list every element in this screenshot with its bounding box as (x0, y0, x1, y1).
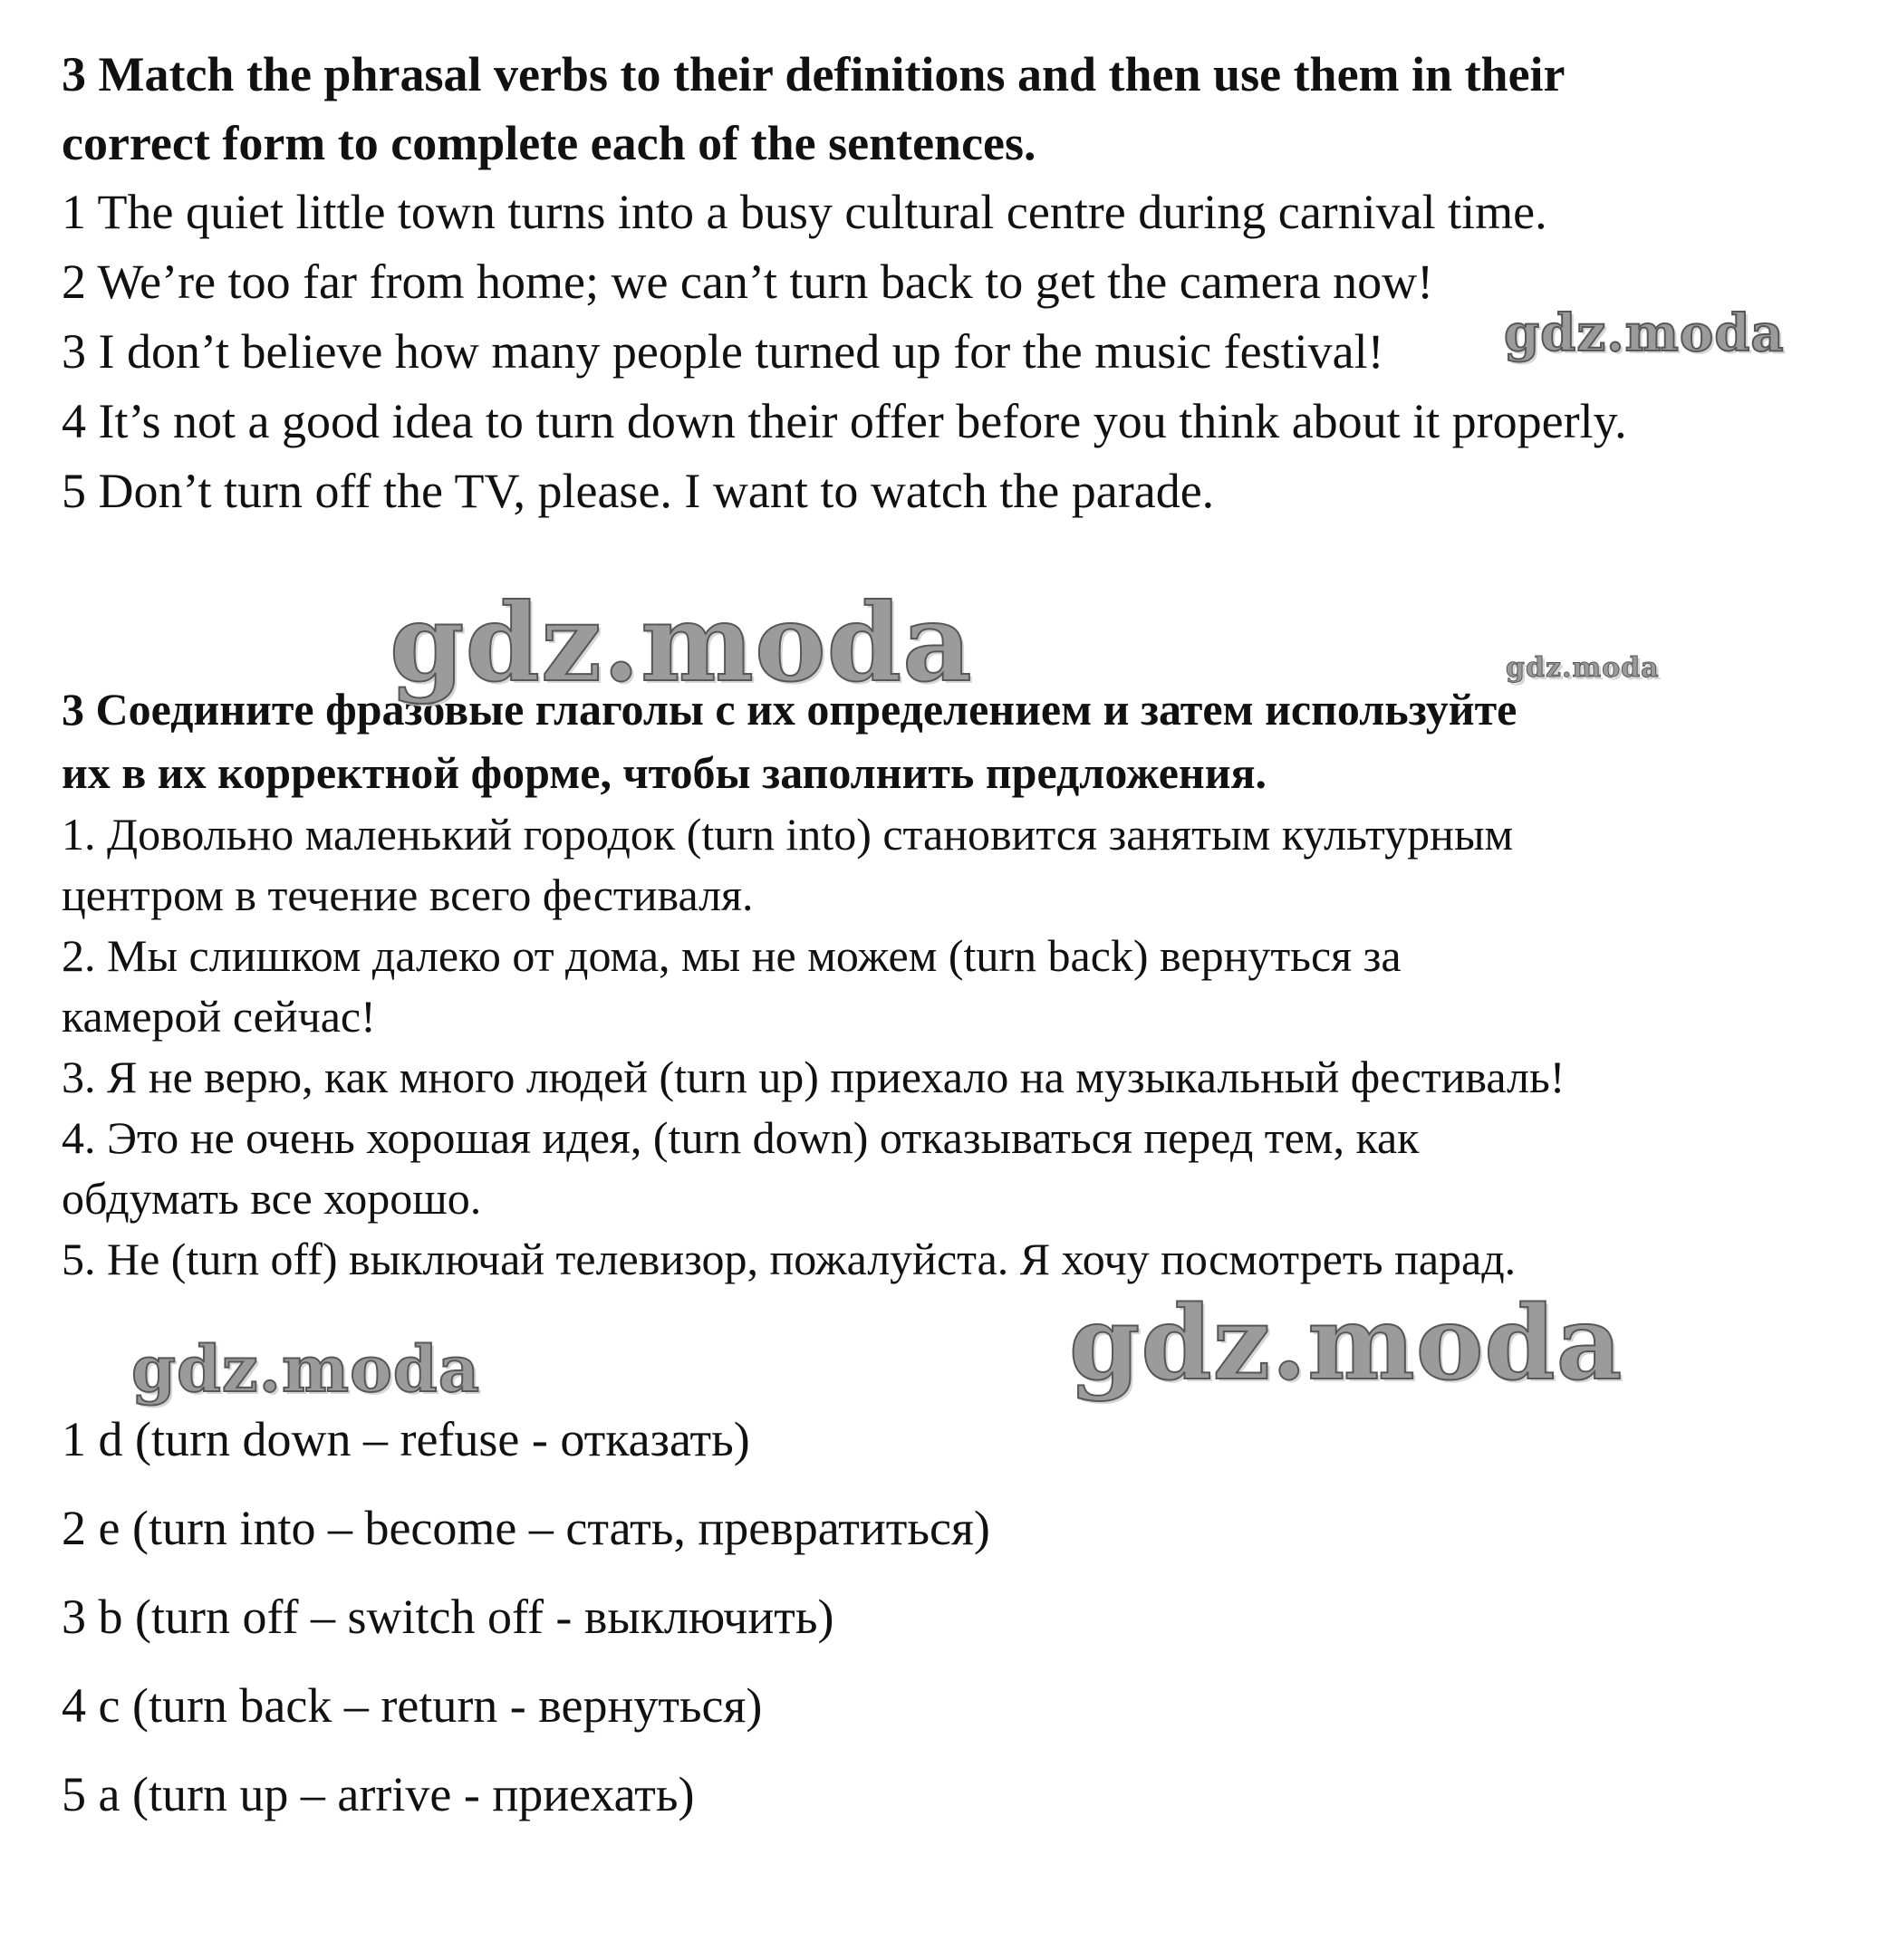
answer-1: 1 d (turn down – refuse - отказать) (62, 1412, 750, 1466)
answer-3: 3 b (turn off – switch off - выключить) (62, 1590, 834, 1644)
russian-line-6: 4. Это не очень хорошая идея, (turn down) отказываться перед тем, как (62, 1112, 1420, 1163)
answer-4: 4 c (turn back – return - вернуться) (62, 1678, 763, 1733)
english-sentence-2: 2 We’re too far from home; we can’t turn back to get the camera now! (62, 255, 1434, 309)
answer-5: 5 a (turn up – arrive - приехать) (62, 1767, 695, 1821)
answer-2: 2 e (turn into – become – стать, превратиться) (62, 1501, 990, 1555)
russian-task-title-line-2: их в их корректной форме, чтобы заполнить предложения. (62, 747, 1267, 798)
english-task (62, 40, 1837, 526)
russian-line-3: 2. Мы слишком далеко от дома, мы не можем (turn back) вернуться за (62, 930, 1402, 981)
watermark: gdz.moda (1506, 652, 1660, 684)
watermark: gdz.moda (131, 1331, 481, 1407)
english-sentence-5: 5 Don’t turn off the TV, please. I want to watch the parade. (62, 464, 1215, 518)
russian-line-8: 5. Не (turn off) выключай телевизор, пожалуйста. Я хочу посмотреть парад. (62, 1234, 1517, 1284)
russian-line-5: 3. Я не верю, как много людей (turn up) приехало на музыкальный фестиваль! (62, 1052, 1566, 1102)
english-task-title-line-2: correct form to complete each of the sentences. (62, 116, 1036, 170)
russian-line-1: 1. Довольно маленький городок (turn into) становится занятым культурным (62, 809, 1514, 860)
english-task-title-line-1: 3 Match the phrasal verbs to their definitions and then use them in their (62, 47, 1566, 101)
russian-task-title-line-1: 3 Соедините фразовые глаголы с их определением и затем используйте (62, 684, 1517, 735)
watermark: gdz.moda (1069, 1284, 1623, 1403)
watermark: gdz.moda (1504, 303, 1785, 363)
english-sentence-4: 4 It’s not a good idea to turn down their offer before you think about it properly. (62, 394, 1627, 448)
english-sentence-3: 3 I don’t believe how many people turned up for the music festival! (62, 324, 1384, 379)
english-sentence-1: 1 The quiet little town turns into a busy cultural centre during carnival time. (62, 185, 1547, 239)
watermark: gdz.moda (390, 580, 973, 706)
russian-line-2: центром в течение всего фестиваля. (62, 870, 754, 920)
russian-task (62, 677, 1837, 1290)
answer-key (62, 1395, 1837, 1839)
russian-line-7: обдумать все хорошо. (62, 1173, 482, 1224)
russian-line-4: камерой сейчас! (62, 991, 376, 1042)
